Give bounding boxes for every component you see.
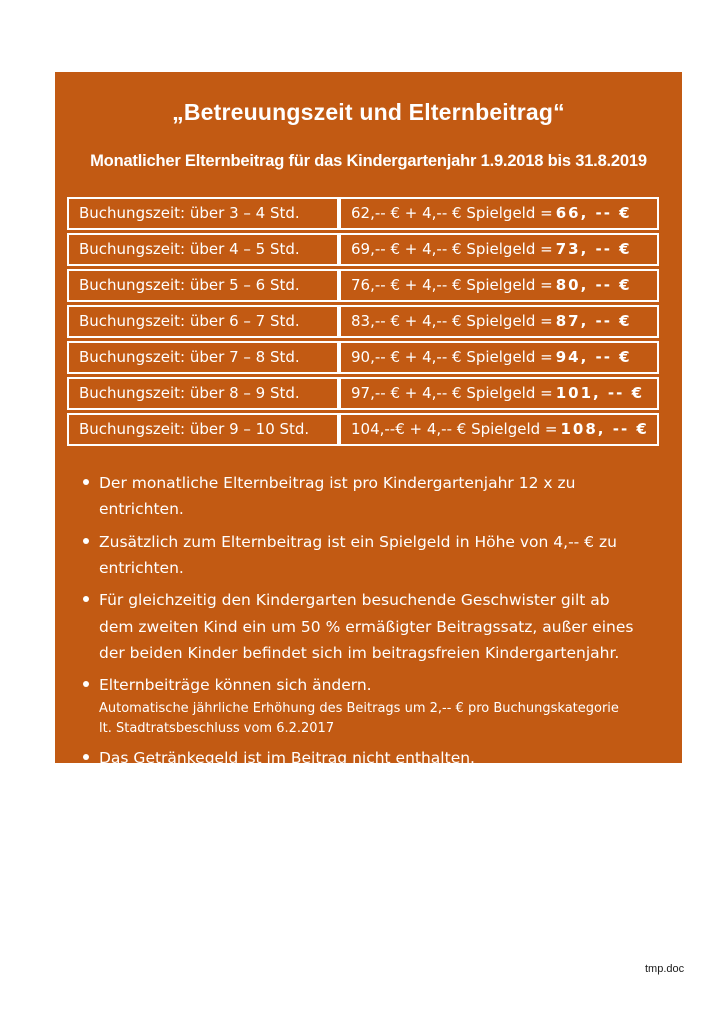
booking-time-cell: Buchungszeit: über 5 – 6 Std. bbox=[67, 269, 339, 302]
fee-cell bbox=[339, 377, 659, 410]
fee-total: 73, -- € bbox=[555, 240, 632, 258]
note-subtext-line: lt. Stadtratsbeschluss vom 6.2.2017 bbox=[99, 720, 335, 736]
fee-formula: 62,-- € + 4,-- € Spielgeld = bbox=[351, 204, 553, 222]
note-text: Zusätzlich zum Elternbeitrag ist ein Spielgeld in Höhe von 4,-- € zu entrichten. bbox=[99, 532, 617, 578]
booking-time-cell: Buchungszeit: über 3 – 4 Std. bbox=[67, 197, 339, 230]
fee-total: 80, -- € bbox=[555, 276, 632, 294]
booking-time-cell: Buchungszeit: über 6 – 7 Std. bbox=[67, 305, 339, 338]
fee-cell bbox=[339, 305, 659, 338]
note-text: Der monatliche Elternbeitrag ist pro Kindergartenjahr 12 x zu entrichten. bbox=[99, 474, 576, 519]
table-row bbox=[67, 377, 659, 410]
booking-time-cell: Buchungszeit: über 8 – 9 Std. bbox=[67, 377, 339, 410]
fee-formula: 97,-- € + 4,-- € Spielgeld = bbox=[351, 384, 553, 402]
list-item bbox=[83, 470, 643, 523]
fee-formula: 104,--€ + 4,-- € Spielgeld = bbox=[351, 420, 558, 438]
table-row bbox=[67, 233, 659, 266]
note-subtext bbox=[99, 699, 643, 739]
list-item bbox=[83, 529, 643, 582]
fee-formula: 90,-- € + 4,-- € Spielgeld = bbox=[351, 348, 553, 366]
fee-formula: 69,-- € + 4,-- € Spielgeld = bbox=[351, 240, 553, 258]
list-item bbox=[83, 587, 643, 666]
notice-panel bbox=[55, 72, 682, 768]
fees-table bbox=[67, 194, 659, 449]
table-row bbox=[67, 269, 659, 302]
note-text: Elternbeiträge können sich ändern. bbox=[99, 676, 372, 695]
fee-cell bbox=[339, 413, 659, 446]
bullet-icon bbox=[83, 754, 89, 760]
booking-time-cell: Buchungszeit: über 4 – 5 Std. bbox=[67, 233, 339, 266]
filename-label: tmp.doc bbox=[645, 963, 685, 975]
table-row bbox=[67, 413, 659, 446]
bullet-icon bbox=[83, 681, 89, 687]
fee-total: 87, -- € bbox=[555, 312, 632, 330]
fee-total: 66, -- € bbox=[555, 204, 632, 222]
bullet-icon bbox=[83, 479, 89, 485]
fee-cell bbox=[339, 269, 659, 302]
booking-time-cell: Buchungszeit: über 9 – 10 Std. bbox=[67, 413, 339, 446]
list-item bbox=[83, 672, 643, 739]
notes-list bbox=[83, 470, 643, 771]
bullet-icon bbox=[83, 538, 89, 544]
bullet-icon bbox=[83, 596, 89, 602]
fee-total: 94, -- € bbox=[555, 348, 632, 366]
fee-cell bbox=[339, 233, 659, 266]
list-item bbox=[83, 745, 643, 771]
table-row bbox=[67, 341, 659, 374]
fee-formula: 76,-- € + 4,-- € Spielgeld = bbox=[351, 276, 553, 294]
table-row bbox=[67, 305, 659, 338]
page-subtitle: Monatlicher Elternbeitrag für das Kindergartenjahr 1.9.2018 bis 31.8.2019 bbox=[90, 152, 647, 170]
booking-time-cell: Buchungszeit: über 7 – 8 Std. bbox=[67, 341, 339, 374]
fee-total: 101, -- € bbox=[555, 384, 645, 402]
table-row bbox=[67, 197, 659, 230]
fee-cell bbox=[339, 197, 659, 230]
fee-formula: 83,-- € + 4,-- € Spielgeld = bbox=[351, 312, 553, 330]
note-subtext-line: Automatische jährliche Erhöhung des Beitrags um 2,-- € pro Buchungskategorie bbox=[99, 700, 619, 716]
note-text: Das Getränkegeld ist im Beitrag nicht enthalten. bbox=[99, 749, 475, 768]
page-title: „Betreuungszeit und Elternbeitrag“ bbox=[172, 99, 565, 125]
fee-total: 108, -- € bbox=[560, 420, 649, 438]
note-text: Für gleichzeitig den Kindergarten besuchende Geschwister gilt ab dem zweiten Kind ein um 50 % ermäßigter Beitragssatz, außer eines der beiden Kinder befindet sich im beitragsfreien Kindergartenjahr. bbox=[99, 591, 634, 663]
fee-cell bbox=[339, 341, 659, 374]
